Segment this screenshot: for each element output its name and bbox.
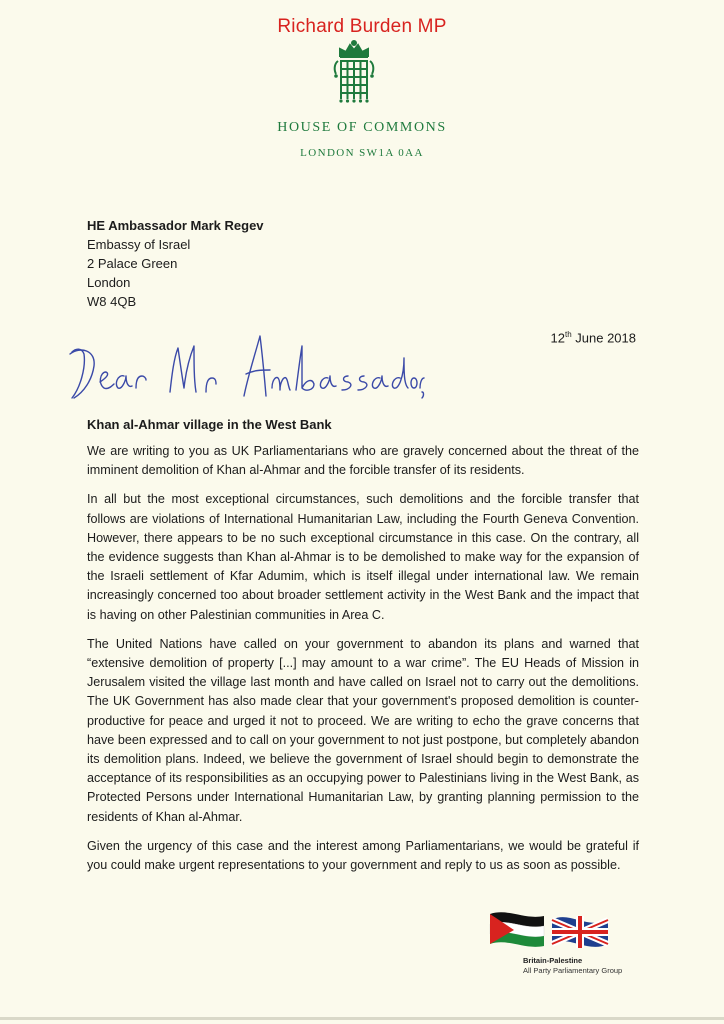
- recipient-name: HE Ambassador Mark Regev: [87, 218, 264, 233]
- mp-name: Richard Burden MP: [277, 16, 447, 37]
- recipient-line: 2 Palace Green: [87, 256, 178, 271]
- page-edge-divider: [0, 1017, 724, 1020]
- britain-palestine-logo: [488, 906, 612, 956]
- portcullis-icon: [332, 40, 376, 106]
- recipient-line: Embassy of Israel: [87, 237, 191, 252]
- union-jack-icon: [552, 916, 608, 948]
- body-paragraph: Given the urgency of this case and the interest among Parliamentarians, we would be grateful if you could make urgent representations to your government and reply to us as soon as possible.: [87, 838, 639, 873]
- date-rest: June 2018: [571, 330, 636, 346]
- logo-title: Britain-Palestine: [523, 956, 583, 965]
- body-paragraph: In all but the most exceptional circumstances, such demolitions and the forcible transfer that follows are violations of International Humanitarian Law, including the Fourth Geneva Convention. However, there appears to be no such exceptional circumstance in this case. On the contrary, all the evidence suggests than Khan al-Ahmar is to be demolished to make way for the expansion of the Israeli settlement of Kfar Adumim, which is itself illegal under international law. We remain increasingly concerned too about broader settlement activity in the West Bank and the impact that is having on other Palestinian communities in Area C.: [87, 492, 639, 622]
- house-of-commons-heading: HOUSE OF COMMONS: [277, 120, 447, 135]
- handwritten-salutation: [66, 318, 426, 406]
- recipient-address-block: [87, 216, 264, 311]
- date-day: 12: [550, 330, 565, 346]
- letter-body: [87, 442, 639, 885]
- recipient-line: W8 4QB: [87, 294, 137, 309]
- body-paragraph: We are writing to you as UK Parliamentarians who are gravely concerned about the threat of the imminent demolition of Khan al-Ahmar and the forcible transfer of its residents.: [87, 444, 639, 478]
- body-paragraph: The United Nations have called on your government to abandon its plans and warned that “extensive demolition of property [...] may amount to a war crime”. The EU Heads of Mission in Jerusalem visited the village last month and have called on Israel not to carry out the demolitions. The UK Government has also made clear that your government's proposed demolition is counter-productive for peace and urged it not to proceed. We are writing to echo the grave concerns that have been expressed and to call on your government to not just postpone, but completely abandon its demolition plans. Indeed, we believe the government of Israel should begin to demonstrate the acceptance of its responsibilities as an occupying power to Palestinians living in the West Bank, as Protected Persons under International Humanitarian Law, by granting planning permission to the residents of Khan al-Ahmar.: [87, 636, 639, 824]
- logo-subtitle: All Party Parliamentary Group: [523, 966, 623, 975]
- recipient-line: London: [87, 275, 131, 290]
- house-address: LONDON SW1A 0AA: [300, 147, 424, 159]
- palestine-flag-icon: [490, 912, 544, 947]
- letter-date: [551, 330, 636, 345]
- date-suffix: th: [564, 330, 572, 339]
- letter-subject: Khan al-Ahmar village in the West Bank: [87, 417, 332, 432]
